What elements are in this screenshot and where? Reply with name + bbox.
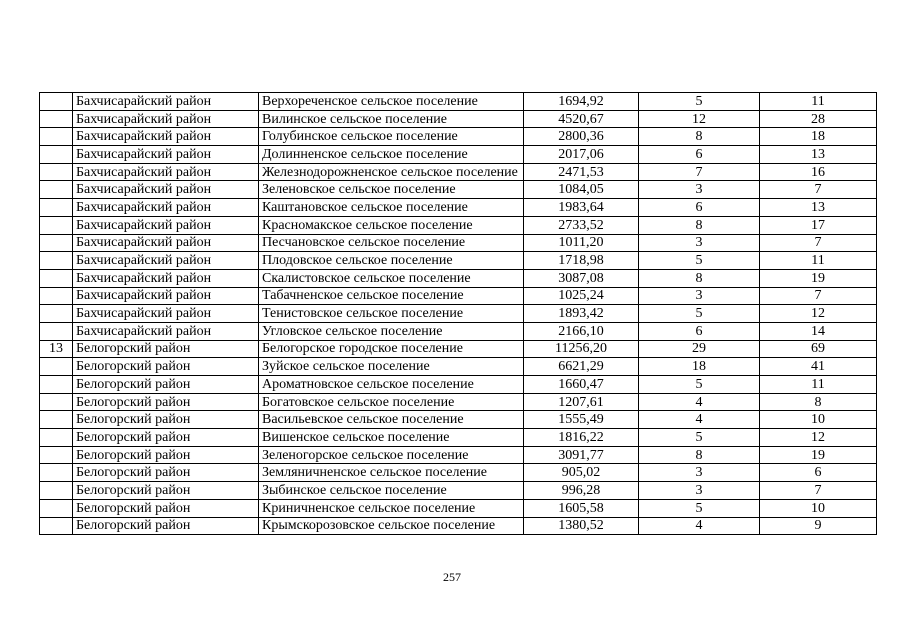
row-number-cell bbox=[40, 358, 73, 376]
table-row bbox=[40, 110, 877, 128]
count-b-cell: 7 bbox=[760, 181, 877, 199]
count-a-cell: 5 bbox=[639, 93, 760, 111]
count-b-cell: 18 bbox=[760, 128, 877, 146]
settlement-cell: Ароматновское сельское поселение bbox=[259, 376, 524, 394]
area-cell: 1816,22 bbox=[524, 429, 639, 447]
district-cell: Бахчисарайский район bbox=[73, 93, 259, 111]
area-cell: 3087,08 bbox=[524, 269, 639, 287]
count-a-cell: 3 bbox=[639, 287, 760, 305]
count-b-cell: 19 bbox=[760, 269, 877, 287]
row-number-cell: 13 bbox=[40, 340, 73, 358]
area-cell: 996,28 bbox=[524, 482, 639, 500]
table-row bbox=[40, 252, 877, 270]
row-number-cell bbox=[40, 499, 73, 517]
count-b-cell: 10 bbox=[760, 499, 877, 517]
settlement-cell: Плодовское сельское поселение bbox=[259, 252, 524, 270]
table-row bbox=[40, 358, 877, 376]
settlement-cell: Вилинское сельское поселение bbox=[259, 110, 524, 128]
row-number-cell bbox=[40, 446, 73, 464]
district-cell: Белогорский район bbox=[73, 340, 259, 358]
table-row bbox=[40, 429, 877, 447]
area-cell: 6621,29 bbox=[524, 358, 639, 376]
table-row bbox=[40, 499, 877, 517]
count-b-cell: 16 bbox=[760, 163, 877, 181]
table-row bbox=[40, 482, 877, 500]
count-b-cell: 10 bbox=[760, 411, 877, 429]
row-number-cell bbox=[40, 252, 73, 270]
area-cell: 2800,36 bbox=[524, 128, 639, 146]
row-number-cell bbox=[40, 181, 73, 199]
count-b-cell: 14 bbox=[760, 322, 877, 340]
count-b-cell: 12 bbox=[760, 305, 877, 323]
settlement-cell: Вишенское сельское поселение bbox=[259, 429, 524, 447]
district-cell: Белогорский район bbox=[73, 393, 259, 411]
district-cell: Бахчисарайский район bbox=[73, 234, 259, 252]
area-cell: 11256,20 bbox=[524, 340, 639, 358]
table-row bbox=[40, 446, 877, 464]
table-row bbox=[40, 181, 877, 199]
table-row bbox=[40, 305, 877, 323]
row-number-cell bbox=[40, 393, 73, 411]
area-cell: 1207,61 bbox=[524, 393, 639, 411]
table-row bbox=[40, 464, 877, 482]
table-row bbox=[40, 340, 877, 358]
count-a-cell: 5 bbox=[639, 429, 760, 447]
area-cell: 2017,06 bbox=[524, 146, 639, 164]
table-row bbox=[40, 146, 877, 164]
area-cell: 4520,67 bbox=[524, 110, 639, 128]
settlement-cell: Тенистовское сельское поселение bbox=[259, 305, 524, 323]
count-a-cell: 3 bbox=[639, 181, 760, 199]
count-a-cell: 8 bbox=[639, 269, 760, 287]
count-a-cell: 3 bbox=[639, 234, 760, 252]
table-body bbox=[40, 93, 877, 535]
table-row bbox=[40, 287, 877, 305]
table-row bbox=[40, 322, 877, 340]
settlement-cell: Криничненское сельское поселение bbox=[259, 499, 524, 517]
count-a-cell: 5 bbox=[639, 252, 760, 270]
area-cell: 1380,52 bbox=[524, 517, 639, 535]
area-cell: 3091,77 bbox=[524, 446, 639, 464]
settlement-cell: Белогорское городское поселение bbox=[259, 340, 524, 358]
table-row bbox=[40, 393, 877, 411]
district-cell: Бахчисарайский район bbox=[73, 128, 259, 146]
count-b-cell: 7 bbox=[760, 234, 877, 252]
row-number-cell bbox=[40, 376, 73, 394]
table-row bbox=[40, 269, 877, 287]
page-number: 257 bbox=[443, 570, 461, 584]
count-a-cell: 4 bbox=[639, 517, 760, 535]
table-row bbox=[40, 517, 877, 535]
settlement-cell: Зыбинское сельское поселение bbox=[259, 482, 524, 500]
count-a-cell: 18 bbox=[639, 358, 760, 376]
area-cell: 905,02 bbox=[524, 464, 639, 482]
settlement-cell: Скалистовское сельское поселение bbox=[259, 269, 524, 287]
district-cell: Бахчисарайский район bbox=[73, 322, 259, 340]
count-a-cell: 8 bbox=[639, 446, 760, 464]
district-cell: Белогорский район bbox=[73, 482, 259, 500]
count-b-cell: 11 bbox=[760, 93, 877, 111]
settlement-cell: Зеленовское сельское поселение bbox=[259, 181, 524, 199]
count-b-cell: 41 bbox=[760, 358, 877, 376]
row-number-cell bbox=[40, 429, 73, 447]
district-cell: Белогорский район bbox=[73, 429, 259, 447]
count-a-cell: 5 bbox=[639, 376, 760, 394]
table-row bbox=[40, 199, 877, 217]
district-cell: Бахчисарайский район bbox=[73, 269, 259, 287]
district-cell: Белогорский район bbox=[73, 499, 259, 517]
count-b-cell: 19 bbox=[760, 446, 877, 464]
settlements-table bbox=[39, 92, 877, 535]
count-a-cell: 4 bbox=[639, 411, 760, 429]
settlement-cell: Крымскорозовское сельское поселение bbox=[259, 517, 524, 535]
count-b-cell: 8 bbox=[760, 393, 877, 411]
count-a-cell: 3 bbox=[639, 482, 760, 500]
area-cell: 2166,10 bbox=[524, 322, 639, 340]
district-cell: Бахчисарайский район bbox=[73, 305, 259, 323]
area-cell: 1555,49 bbox=[524, 411, 639, 429]
area-cell: 1694,92 bbox=[524, 93, 639, 111]
count-b-cell: 11 bbox=[760, 376, 877, 394]
row-number-cell bbox=[40, 128, 73, 146]
count-a-cell: 3 bbox=[639, 464, 760, 482]
area-cell: 2733,52 bbox=[524, 216, 639, 234]
count-a-cell: 29 bbox=[639, 340, 760, 358]
settlement-cell: Зеленогорское сельское поселение bbox=[259, 446, 524, 464]
area-cell: 1718,98 bbox=[524, 252, 639, 270]
district-cell: Бахчисарайский район bbox=[73, 146, 259, 164]
district-cell: Бахчисарайский район bbox=[73, 181, 259, 199]
row-number-cell bbox=[40, 199, 73, 217]
count-b-cell: 28 bbox=[760, 110, 877, 128]
area-cell: 1605,58 bbox=[524, 499, 639, 517]
count-b-cell: 17 bbox=[760, 216, 877, 234]
settlement-cell: Богатовское сельское поселение bbox=[259, 393, 524, 411]
district-cell: Белогорский район bbox=[73, 446, 259, 464]
row-number-cell bbox=[40, 287, 73, 305]
row-number-cell bbox=[40, 517, 73, 535]
count-b-cell: 13 bbox=[760, 146, 877, 164]
area-cell: 1011,20 bbox=[524, 234, 639, 252]
district-cell: Белогорский район bbox=[73, 464, 259, 482]
count-b-cell: 6 bbox=[760, 464, 877, 482]
district-cell: Бахчисарайский район bbox=[73, 216, 259, 234]
count-a-cell: 8 bbox=[639, 216, 760, 234]
row-number-cell bbox=[40, 305, 73, 323]
district-cell: Бахчисарайский район bbox=[73, 287, 259, 305]
count-b-cell: 7 bbox=[760, 287, 877, 305]
row-number-cell bbox=[40, 464, 73, 482]
district-cell: Бахчисарайский район bbox=[73, 110, 259, 128]
settlement-cell: Табачненское сельское поселение bbox=[259, 287, 524, 305]
count-a-cell: 7 bbox=[639, 163, 760, 181]
row-number-cell bbox=[40, 482, 73, 500]
row-number-cell bbox=[40, 146, 73, 164]
table-row bbox=[40, 376, 877, 394]
count-b-cell: 13 bbox=[760, 199, 877, 217]
row-number-cell bbox=[40, 322, 73, 340]
settlement-cell: Верхореченское сельское поселение bbox=[259, 93, 524, 111]
district-cell: Белогорский район bbox=[73, 411, 259, 429]
count-b-cell: 9 bbox=[760, 517, 877, 535]
district-cell: Белогорский район bbox=[73, 376, 259, 394]
count-a-cell: 6 bbox=[639, 146, 760, 164]
row-number-cell bbox=[40, 234, 73, 252]
district-cell: Белогорский район bbox=[73, 517, 259, 535]
row-number-cell bbox=[40, 110, 73, 128]
settlement-cell: Красномакское сельское поселение bbox=[259, 216, 524, 234]
district-cell: Бахчисарайский район bbox=[73, 199, 259, 217]
table-row bbox=[40, 411, 877, 429]
count-b-cell: 12 bbox=[760, 429, 877, 447]
district-cell: Бахчисарайский район bbox=[73, 163, 259, 181]
settlement-cell: Голубинское сельское поселение bbox=[259, 128, 524, 146]
row-number-cell bbox=[40, 269, 73, 287]
settlement-cell: Васильевское сельское поселение bbox=[259, 411, 524, 429]
area-cell: 1660,47 bbox=[524, 376, 639, 394]
table-row bbox=[40, 93, 877, 111]
count-a-cell: 8 bbox=[639, 128, 760, 146]
settlement-cell: Железнодорожненское сельское поселение bbox=[259, 163, 524, 181]
settlement-cell: Песчановское сельское поселение bbox=[259, 234, 524, 252]
settlement-cell: Каштановское сельское поселение bbox=[259, 199, 524, 217]
area-cell: 1025,24 bbox=[524, 287, 639, 305]
settlement-cell: Зуйское сельское поселение bbox=[259, 358, 524, 376]
count-a-cell: 5 bbox=[639, 305, 760, 323]
row-number-cell bbox=[40, 411, 73, 429]
count-a-cell: 6 bbox=[639, 322, 760, 340]
count-a-cell: 5 bbox=[639, 499, 760, 517]
count-b-cell: 11 bbox=[760, 252, 877, 270]
row-number-cell bbox=[40, 216, 73, 234]
settlement-cell: Угловское сельское поселение bbox=[259, 322, 524, 340]
table-row bbox=[40, 163, 877, 181]
settlement-cell: Земляничненское сельское поселение bbox=[259, 464, 524, 482]
area-cell: 1893,42 bbox=[524, 305, 639, 323]
table-row bbox=[40, 234, 877, 252]
table-row bbox=[40, 216, 877, 234]
settlement-cell: Долинненское сельское поселение bbox=[259, 146, 524, 164]
district-cell: Бахчисарайский район bbox=[73, 252, 259, 270]
table-row bbox=[40, 128, 877, 146]
area-cell: 1084,05 bbox=[524, 181, 639, 199]
row-number-cell bbox=[40, 93, 73, 111]
count-a-cell: 6 bbox=[639, 199, 760, 217]
area-cell: 2471,53 bbox=[524, 163, 639, 181]
row-number-cell bbox=[40, 163, 73, 181]
count-b-cell: 7 bbox=[760, 482, 877, 500]
district-cell: Белогорский район bbox=[73, 358, 259, 376]
area-cell: 1983,64 bbox=[524, 199, 639, 217]
count-a-cell: 12 bbox=[639, 110, 760, 128]
count-b-cell: 69 bbox=[760, 340, 877, 358]
count-a-cell: 4 bbox=[639, 393, 760, 411]
